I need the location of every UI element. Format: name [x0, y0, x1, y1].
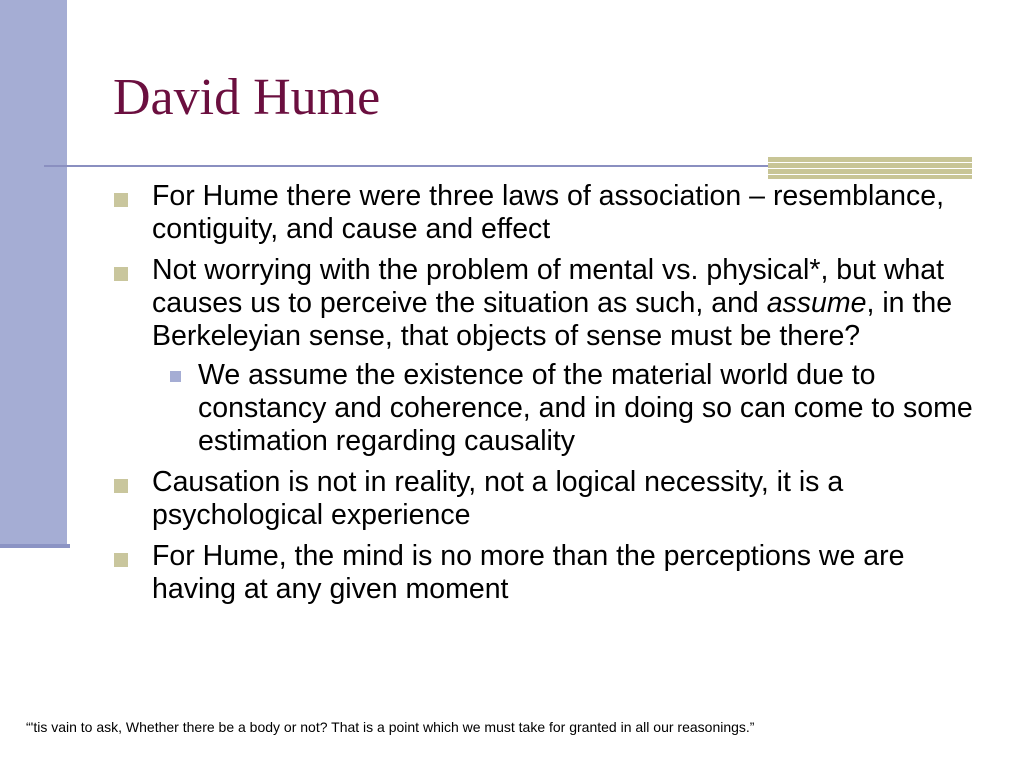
- bullet-square-icon: [114, 553, 128, 567]
- sub-bullet-list: [152, 359, 982, 458]
- sub-bullet-text: We assume the existence of the material world due to constancy and coherence, and in doing so can come to some estimation regarding causality: [198, 359, 973, 457]
- bullet-square-icon: [114, 193, 128, 207]
- bullet-item-causation: [112, 466, 982, 532]
- sub-bullet-square-icon: [170, 371, 181, 382]
- bullet-square-icon: [114, 479, 128, 493]
- accent-stripe-block: [768, 157, 972, 179]
- bullet-square-icon: [114, 267, 128, 281]
- bullet-text: For Hume, the mind is no more than the perceptions we are having at any given moment: [152, 540, 905, 605]
- slide-title: David Hume: [113, 69, 381, 126]
- footnote-quote: “'tis vain to ask, Whether there be a body or not? That is a point which we must take for granted in all our reasonings.”: [26, 719, 755, 735]
- bullet-list: [112, 180, 982, 614]
- side-accent-bar-shadow: [0, 544, 70, 548]
- side-accent-bar: [0, 0, 67, 545]
- bullet-text-part-2: , in the Berkeleyian sense, that objects of sense must be there?: [152, 287, 953, 352]
- bullet-item-mental-vs-physical: [112, 254, 982, 458]
- sub-bullet-item-material-world: [152, 359, 982, 458]
- bullet-text-part-1: Not worrying with the problem of mental vs. physical*, but what causes us to perceive the situation as such, and: [152, 254, 945, 319]
- bullet-emphasis-assume: assume: [766, 287, 867, 319]
- bullet-item-laws-of-association: [112, 180, 982, 246]
- bullet-text: Causation is not in reality, not a logical necessity, it is a psychological experience: [152, 466, 844, 531]
- bullet-text: For Hume there were three laws of association – resemblance, contiguity, and cause and effect: [152, 180, 945, 245]
- bullet-item-mind-perceptions: [112, 540, 982, 606]
